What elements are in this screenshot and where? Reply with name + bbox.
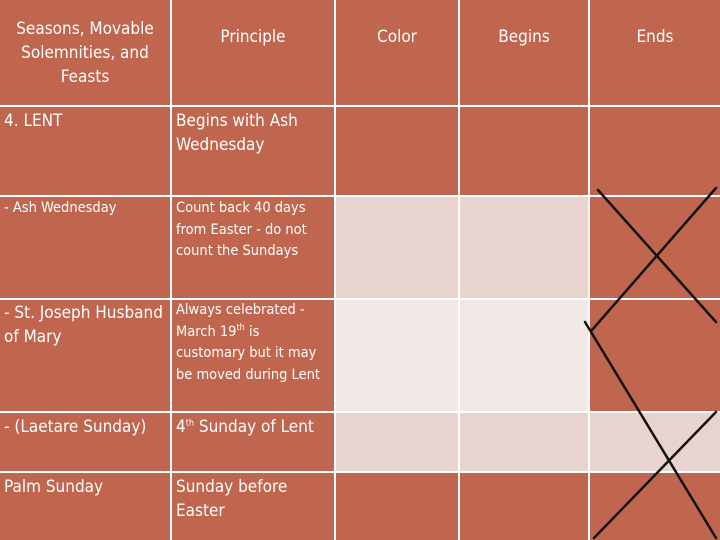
header-seasons-label: Seasons, Movable Solemnities, and Feasts [16,18,154,87]
cross-mark-upper-2 [592,188,716,330]
laetare-principle-post: Sunday of Lent [194,417,314,437]
joseph-principle-sup: th [236,322,245,333]
joseph-principle-pre: Always celebrated - March 19 [176,302,305,340]
header-ends-label: Ends [636,27,674,47]
joseph-season-text: - St. Joseph Husband of Mary [4,303,163,347]
header-begins-label: Begins [498,27,550,47]
laetare-principle-pre: 4 [176,417,186,437]
cross-mark-lower-2 [594,412,716,538]
ash-principle-text: Count back 40 days from Easter - do not count the Sundays [176,200,307,259]
lent-season-text: 4. LENT [4,111,63,131]
palm-season-text: Palm Sunday [4,477,104,497]
lent-principle-text: Begins with Ash Wednesday [176,111,298,155]
header-principle-label: Principle [220,27,286,47]
palm-principle-text: Sunday before Easter [176,477,288,521]
ash-season-text: - Ash Wednesday [4,200,117,216]
joseph-principle-post: is customary but it may be moved during Lent [176,323,320,383]
cross-mark-lower-1 [585,322,716,538]
laetare-season-text: - (Laetare Sunday) [4,417,147,437]
header-color-label: Color [377,27,417,47]
laetare-principle-sup: th [185,418,195,429]
